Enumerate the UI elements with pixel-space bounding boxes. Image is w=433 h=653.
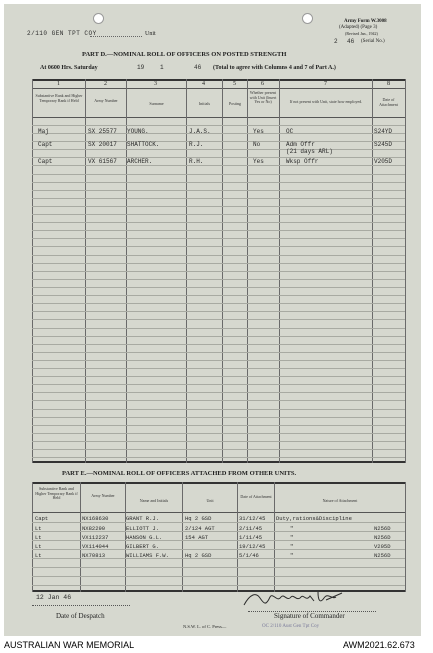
part-e-header-number: Army Number: [91, 493, 115, 498]
ruled-line: [32, 384, 405, 385]
attached-rank: Lt: [35, 543, 42, 550]
part-d-top-border: [32, 79, 405, 81]
officer-present: Yes: [253, 158, 264, 165]
officer-employed: Adm Offr: [286, 141, 315, 148]
part-e-header-rank: Substantive Rank and Higher Temporary Rank if Held: [35, 486, 78, 500]
form-sheet: [4, 4, 421, 636]
part-e-header-unit: Unit: [206, 498, 214, 503]
despatch-dotted-line: [32, 605, 130, 606]
col-header-date: Date of Attachment: [379, 97, 398, 107]
officer-employed-note: (21 days ARL): [286, 148, 333, 155]
ruled-line: [32, 376, 405, 377]
attached-date: 19/12/45: [239, 543, 266, 550]
despatch-label: Date of Despatch: [56, 612, 105, 620]
ruled-line: [32, 238, 405, 239]
officer-initials: J.A.S.: [189, 128, 211, 135]
unit-dotted-line: [90, 36, 142, 37]
ruled-line: [32, 392, 405, 393]
part-d-date-month: 1: [160, 64, 164, 71]
ruled-line: [32, 174, 405, 175]
col-number: 6: [261, 81, 264, 87]
part-d-at-line: At 0600 Hrs. Saturday: [40, 65, 98, 71]
ruled-line: [32, 433, 405, 434]
punch-hole-left: [93, 13, 104, 24]
officer-date: S245D: [374, 141, 393, 148]
part-d-bottom-border: [32, 461, 405, 463]
attached-number: NX168630: [82, 515, 109, 522]
part-d-date-day: 19: [137, 64, 145, 71]
ruled-line: [32, 409, 405, 410]
ruled-line: [32, 230, 405, 231]
ruled-line: [32, 198, 405, 199]
attached-date: 31/12/45: [239, 515, 266, 522]
part-e-header-date: Date of Attachment: [240, 494, 272, 499]
attached-name: GILBERT G.: [126, 543, 160, 550]
attached-rank: Lt: [35, 552, 42, 559]
attached-rank: Lt: [35, 534, 42, 541]
col-number: 3: [154, 81, 157, 87]
officer-rank: Capt: [38, 141, 53, 148]
ruled-line: [32, 522, 405, 523]
attached-unit: Hq 2 GSD: [185, 515, 212, 522]
signature-label: Signature of Commander: [274, 612, 345, 620]
attached-nature: ": [290, 525, 294, 532]
attached-name: GRANT R.J.: [126, 515, 160, 522]
attached-name: WILLIAMS F.W.: [126, 552, 169, 559]
officer-rank: Capt: [38, 158, 53, 165]
part-d-header-bottom: [32, 117, 405, 118]
attached-name: HANSON G.L.: [126, 534, 163, 541]
part-e-header-bottom: [32, 512, 405, 513]
ruled-line: [32, 279, 405, 280]
ruled-line: [32, 400, 405, 401]
ruled-line: [32, 125, 405, 126]
ruled-line: [32, 303, 405, 304]
officer-number: VX 61567: [88, 158, 117, 165]
officer-surname: ARCHER.: [127, 158, 153, 165]
credit-institution: AUSTRALIAN WAR MEMORIAL: [4, 640, 135, 650]
ruled-line: [32, 255, 405, 256]
col-number: 2: [104, 81, 107, 87]
attached-code: N256D: [374, 534, 391, 541]
unit-stamp: OC 2/110 Aust Gen Tpt Coy: [262, 624, 320, 629]
attached-unit: Hq 2 GSD: [185, 552, 212, 559]
col-header-initials: Initials: [198, 101, 211, 106]
officer-number: SX 25577: [88, 128, 117, 135]
ruled-line: [32, 368, 405, 369]
part-d-date-year: 46: [194, 64, 202, 71]
attached-code: V205D: [374, 543, 391, 550]
col-number: 8: [387, 81, 390, 87]
unit-label: Unit: [145, 31, 156, 37]
col-header-posting: Posting: [228, 101, 241, 106]
attached-nature: ": [290, 534, 294, 541]
attached-code: N256D: [374, 552, 391, 559]
attached-number: NX70813: [82, 552, 106, 559]
ruled-line: [32, 206, 405, 207]
ruled-line: [32, 182, 405, 183]
attached-rank: Lt: [35, 525, 42, 532]
part-e-col-line: [405, 482, 406, 592]
col-number: 4: [202, 81, 205, 87]
officer-surname: YOUNG.: [127, 128, 149, 135]
attached-nature: ": [290, 552, 294, 559]
col-number: 1: [57, 81, 60, 87]
officer-date: V205D: [374, 158, 393, 165]
serial-year: 46: [347, 38, 355, 45]
attached-rank: Capt: [35, 515, 49, 522]
ruled-line: [32, 457, 405, 458]
ruled-line: [32, 441, 405, 442]
ruled-line: [32, 246, 405, 247]
printer-imprint: N.S.W. L. of C. Press—: [183, 624, 227, 629]
form-adapted: (Adapted) (Page 3): [339, 25, 378, 30]
officer-rank: Maj: [38, 128, 49, 135]
ruled-line: [32, 190, 405, 191]
despatch-date-typed: 12 Jan 46: [36, 594, 72, 601]
attached-unit: 2/124 AGT: [185, 525, 215, 532]
attached-date: 2/11/45: [239, 525, 263, 532]
part-d-col-line: [405, 79, 406, 463]
ruled-line: [32, 165, 405, 166]
serial-label: (Serial No.): [361, 39, 385, 44]
unit-typed: 2/110 GEN TPT COY: [27, 30, 97, 37]
officer-date: S24YD: [374, 128, 393, 135]
archive-credit-bar: [0, 636, 433, 653]
col-header-surname: Surname: [149, 101, 164, 106]
ruled-line: [32, 585, 405, 586]
part-d-note: (Total to agree with Columns 4 and 7 of Part A.): [213, 65, 336, 71]
officer-initials: R.J.: [189, 141, 204, 148]
attached-unit: 154 AGT: [185, 534, 209, 541]
col-number: 7: [324, 81, 327, 87]
ruled-line: [32, 449, 405, 450]
ruled-line: [32, 336, 405, 337]
attached-number: VX114044: [82, 543, 109, 550]
ruled-line: [32, 149, 405, 150]
part-e-header-nature: Nature of Attachment: [322, 498, 358, 503]
ruled-line: [32, 319, 405, 320]
officer-employed: Wksp Offr: [286, 158, 319, 165]
ruled-line: [32, 328, 405, 329]
col-number: 5: [233, 81, 236, 87]
officer-present: Yes: [253, 128, 264, 135]
ruled-line: [32, 263, 405, 264]
ruled-line: [32, 344, 405, 345]
officer-initials: R.H.: [189, 158, 204, 165]
commander-signature: [240, 588, 345, 610]
punch-hole-right: [302, 13, 313, 24]
ruled-line: [32, 311, 405, 312]
officer-number: SX 20017: [88, 141, 117, 148]
attached-date: 1/11/45: [239, 534, 263, 541]
part-e-header-name: Name and Initials: [139, 498, 169, 503]
form-revised: (Revised Jan., 1942): [345, 31, 378, 36]
attached-nature: Duty,rations&Discipline: [276, 515, 352, 522]
attached-name: ELLIOTT J.: [126, 525, 160, 532]
ruled-line: [32, 360, 405, 361]
attached-nature: ": [290, 543, 294, 550]
ruled-line: [32, 576, 405, 577]
credit-accession: AWM2021.62.673: [343, 640, 415, 650]
form-number: Army Form W.3008: [344, 19, 387, 24]
officer-present: No: [253, 141, 261, 148]
ruled-line: [32, 295, 405, 296]
ruled-line: [32, 352, 405, 353]
part-d-title: PART D.—NOMINAL ROLL OF OFFICERS ON POSTED STRENGTH: [82, 51, 287, 58]
ruled-line: [32, 417, 405, 418]
ruled-line: [32, 567, 405, 568]
part-e-title: PART E.—NOMINAL ROLL OF OFFICERS ATTACHED FROM OTHER UNITS.: [62, 470, 297, 477]
attached-date: 5/1/46: [239, 552, 259, 559]
serial-typed: 2: [334, 38, 338, 45]
col-header-present: Whether present with Unit (Insert Yes or No): [249, 90, 277, 104]
attached-number: VX112237: [82, 534, 109, 541]
ruled-line: [32, 222, 405, 223]
part-d-number-row-line: [32, 88, 405, 89]
officer-employed: OC: [286, 128, 294, 135]
ruled-line: [32, 214, 405, 215]
ruled-line: [32, 287, 405, 288]
col-header-employed: If not present with Unit, state how employed.: [289, 99, 363, 104]
part-e-bottom-border: [32, 590, 405, 592]
part-e-top-border: [32, 482, 405, 484]
col-header-army-number: Army Number: [94, 98, 118, 103]
col-header-rank: Substantive Rank and Higher Temporary Rank if Held: [35, 93, 83, 103]
ruled-line: [32, 425, 405, 426]
attached-code: N256D: [374, 525, 391, 532]
officer-surname: SHATTOCK.: [127, 141, 160, 148]
attached-number: NX82290: [82, 525, 106, 532]
ruled-line: [32, 271, 405, 272]
